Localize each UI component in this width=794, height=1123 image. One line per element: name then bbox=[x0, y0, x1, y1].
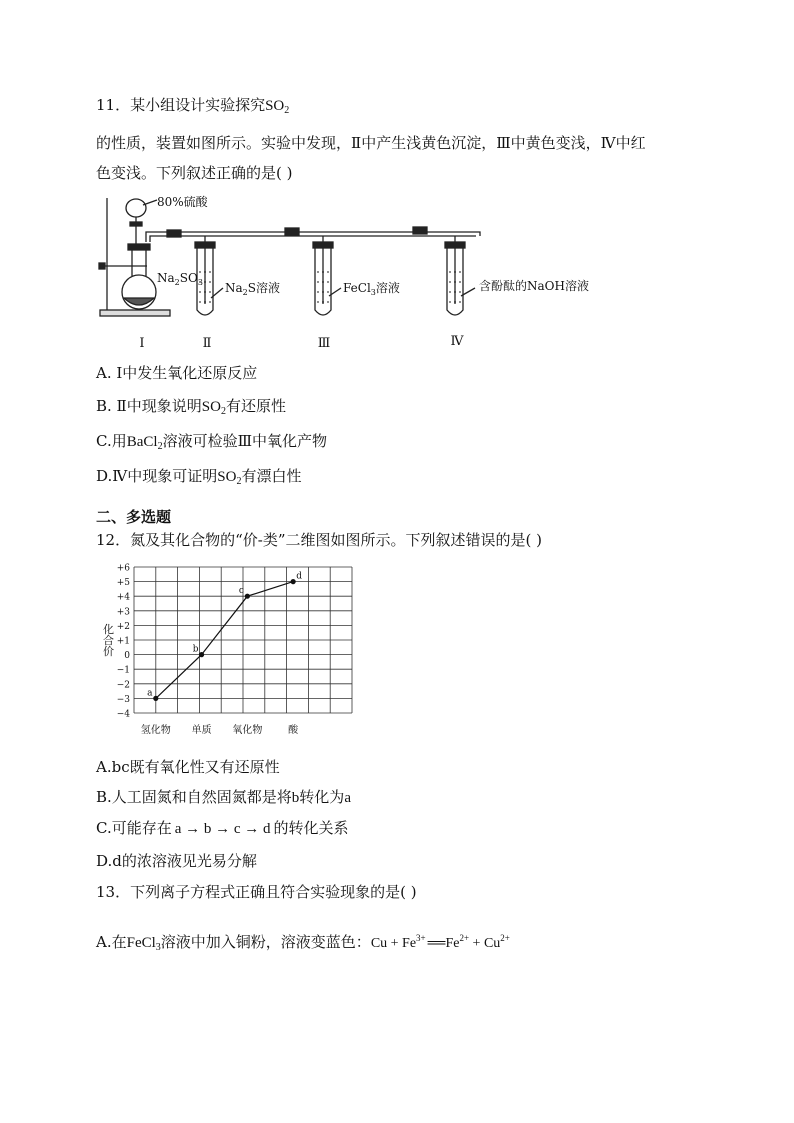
q12-b-end: a bbox=[344, 790, 351, 806]
q11-b-so2: $SO_2$ bbox=[201, 399, 226, 417]
y-tick-label: +3 bbox=[116, 607, 130, 618]
q11-stem-line3: 色变浅。下列叙述正确的是( ) bbox=[96, 164, 293, 182]
q11-stem-line1 bbox=[96, 95, 289, 121]
q12-option-a: A.bc既有氧化性又有还原性 bbox=[96, 758, 280, 776]
x-category-label: 酸 bbox=[288, 725, 299, 736]
q12-c-post: 的转化关系 bbox=[273, 819, 349, 837]
funnel-label: 80%硫酸 bbox=[157, 195, 208, 209]
y-tick-label: −3 bbox=[116, 694, 130, 705]
tube3-label: FeCl$_3$溶液 bbox=[343, 281, 400, 297]
y-tick-label: +1 bbox=[116, 636, 130, 647]
q11-b-post: 有还原性 bbox=[225, 397, 286, 415]
q11-so2 bbox=[265, 98, 289, 114]
q13-a-fecl3: FeCl$_3$ bbox=[126, 935, 161, 953]
q12-c-pre: C.可能存在 bbox=[96, 819, 172, 837]
data-point-d bbox=[291, 579, 296, 584]
q11-option-d bbox=[96, 466, 301, 492]
data-point-c bbox=[245, 594, 250, 599]
q11-b-pre: B. Ⅱ中现象说明 bbox=[96, 397, 202, 415]
q13-equation: $Cu + Fe^{3+}$ ══ $Fe^{2+} + Cu^{2+}$ bbox=[370, 933, 510, 951]
tube2-label: $Na_2S$溶液 bbox=[225, 281, 280, 297]
y-axis-label: 化合价 bbox=[101, 623, 115, 657]
q11-apparatus-diagram bbox=[95, 192, 589, 354]
q11-c-bacl2: BaCl$_2$ bbox=[126, 434, 163, 452]
q12-c-chain: a → b → c → d bbox=[174, 821, 271, 837]
y-tick-label: +6 bbox=[116, 563, 130, 574]
q12-option-b bbox=[96, 787, 351, 808]
data-point-a bbox=[153, 696, 158, 701]
q11-d-so2: $SO_2$ bbox=[217, 469, 242, 487]
data-point-label: d bbox=[296, 571, 303, 582]
numeral-2: Ⅱ bbox=[202, 336, 212, 351]
flask-solid bbox=[124, 298, 154, 305]
y-tick-label: 0 bbox=[124, 651, 130, 662]
q11-stem-line2: 的性质，装置如图所示。实验中发现，Ⅱ中产生浅黄色沉淀，Ⅲ中黄色变浅，Ⅳ中红 bbox=[96, 134, 646, 152]
q11-option-c bbox=[96, 431, 327, 457]
q12-b-mid: b bbox=[291, 790, 300, 806]
so2-text: SO bbox=[265, 98, 285, 114]
numeral-4: Ⅳ bbox=[450, 334, 464, 349]
q12-valence-chart bbox=[96, 560, 358, 745]
section-heading-multi-choice: 二、多选题 bbox=[96, 508, 172, 526]
q11-c-pre: C.用 bbox=[96, 432, 127, 450]
q12-b-pre: B.人工固氮和自然固氮都是将 bbox=[96, 788, 292, 806]
q12-b-mid2: 转化为 bbox=[299, 788, 345, 806]
q12-option-d: D.d的浓溶液见光易分解 bbox=[96, 852, 257, 870]
flask-label: $Na_2SO_3$ bbox=[157, 271, 203, 287]
delivery-tube bbox=[146, 232, 480, 242]
y-tick-label: −1 bbox=[116, 665, 130, 676]
y-tick-label: +2 bbox=[116, 621, 130, 632]
q13-a-pre: A.在 bbox=[96, 933, 127, 951]
y-tick-label: +4 bbox=[116, 592, 130, 603]
y-tick-label: +5 bbox=[116, 578, 130, 589]
q11-c-post: 溶液可检验Ⅲ中氧化产物 bbox=[162, 432, 328, 450]
y-tick-label: −4 bbox=[116, 709, 130, 720]
data-point-label: a bbox=[147, 688, 153, 699]
data-point-label: c bbox=[238, 586, 244, 597]
q11-stem-a: 11．某小组设计实验探究 bbox=[96, 96, 266, 114]
q12-option-c bbox=[96, 818, 349, 839]
q13-a-mid: 溶液中加入铜粉，溶液变蓝色： bbox=[160, 933, 371, 951]
q13-option-a bbox=[96, 928, 510, 958]
numeral-3: Ⅲ bbox=[317, 336, 331, 351]
so2-sub: 2 bbox=[284, 105, 290, 116]
numeral-1: Ⅰ bbox=[139, 336, 145, 351]
separatory-funnel bbox=[126, 199, 146, 217]
y-tick-label: −2 bbox=[116, 680, 130, 691]
x-category-label: 单质 bbox=[191, 725, 212, 736]
q13-stem: 13．下列离子方程式正确且符合实验现象的是( ) bbox=[96, 883, 417, 901]
data-point-label: b bbox=[192, 644, 199, 655]
q11-d-pre: D.Ⅳ中现象可证明 bbox=[96, 467, 218, 485]
x-category-label: 氧化物 bbox=[232, 725, 263, 736]
q11-option-b bbox=[96, 396, 286, 422]
tube4-label: 含酚酞的NaOH溶液 bbox=[479, 279, 589, 293]
q11-d-post: 有漂白性 bbox=[241, 467, 302, 485]
stand-base bbox=[100, 310, 170, 316]
x-category-label: 氢化物 bbox=[140, 725, 171, 736]
q11-option-a: A. Ⅰ中发生氧化还原反应 bbox=[96, 364, 258, 382]
data-point-b bbox=[199, 652, 204, 657]
q12-stem: 12．氮及其化合物的“价-类”二维图如图所示。下列叙述错误的是( ) bbox=[96, 531, 542, 549]
